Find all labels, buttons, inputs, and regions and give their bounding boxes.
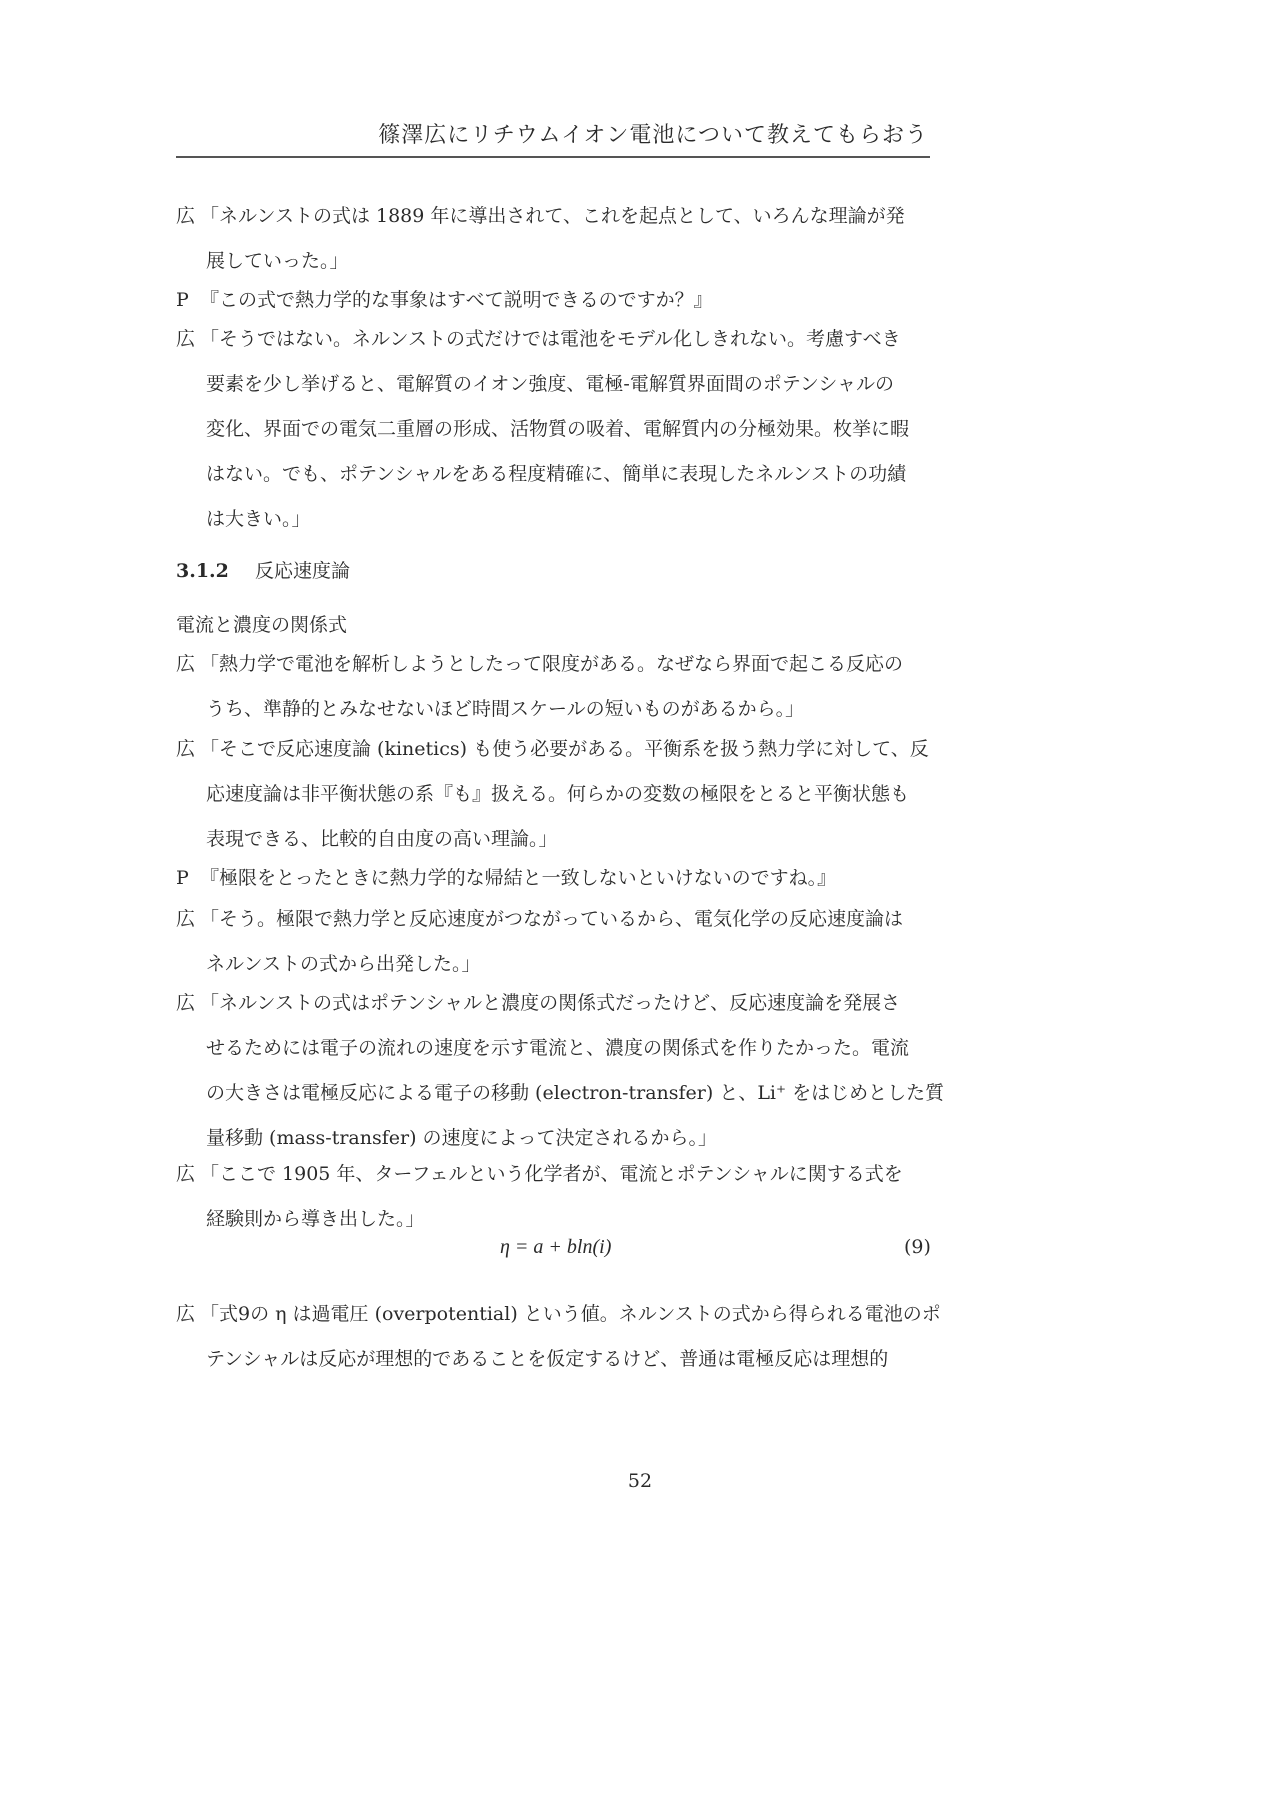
line-text: 要素を少し挙げると、電解質のイオン強度、電極-電解質界面間のポテンシャルの <box>206 373 895 395</box>
speaker-label: 広 <box>176 992 196 1014</box>
line-text: 応速度論は非平衡状態の系『も』扱える。何らかの変数の極限をとると平衡状態も <box>206 783 910 805</box>
paragraph-line <box>176 362 909 407</box>
paragraph-line <box>176 317 909 362</box>
paragraph-line <box>176 897 903 942</box>
speaker-label: 広 <box>176 205 196 227</box>
subheading: 電流と濃度の関係式 <box>176 614 348 636</box>
line-text: 『この式で熱力学的な事象はすべて説明できるのですか？』 <box>200 289 713 311</box>
speaker-label: 広 <box>176 653 196 675</box>
paragraph-line <box>176 407 909 452</box>
line-text: 『極限をとったときに熱力学的な帰結と一致しないといけないのですね。』 <box>200 867 837 889</box>
speaker-label: 広 <box>176 1163 196 1185</box>
equation-number: (9) <box>904 1236 931 1258</box>
dialogue-paragraph <box>176 897 903 987</box>
dialogue-paragraph <box>176 1292 941 1382</box>
page-number: 52 <box>627 1470 653 1492</box>
header-rule <box>176 156 930 158</box>
dialogue-paragraph <box>176 981 944 1161</box>
line-text: 「ここで 1905 年、ターフェルという化学者が、電流とポテンシャルに関する式を <box>200 1163 903 1185</box>
line-text: 量移動 (mass-transfer) の速度によって決定されるから。」 <box>206 1127 718 1149</box>
section-title: 反応速度論 <box>254 560 350 582</box>
line-text: 経験則から導き出した。」 <box>206 1208 425 1230</box>
paragraph-line <box>176 497 909 542</box>
line-text: 「そう。極限で熱力学と反応速度がつながっているから、電気化学の反応速度論は <box>200 908 904 930</box>
dialogue-paragraph <box>176 194 905 284</box>
speaker-label: 広 <box>176 328 196 350</box>
line-text: せるためには電子の流れの速度を示す電流と、濃度の関係式を作りたかった。電流 <box>206 1037 910 1059</box>
paragraph-line <box>176 452 909 497</box>
line-text: 変化、界面での電気二重層の形成、活物質の吸着、電解質内の分極効果。枚挙に暇 <box>206 418 910 440</box>
speaker-label: 広 <box>176 908 196 930</box>
running-header: 篠澤広にリチウムイオン電池について教えてもらおう <box>378 123 928 148</box>
paragraph-line <box>176 772 929 817</box>
speaker-label: P <box>176 867 189 889</box>
section-heading <box>176 556 350 583</box>
dialogue-paragraph <box>176 317 909 542</box>
equation: η = a + bln(i) <box>500 1236 612 1258</box>
line-text: 表現できる、比較的自由度の高い理論。」 <box>206 828 558 850</box>
paragraph-line <box>176 194 905 239</box>
paragraph-line <box>176 856 836 901</box>
paragraph-line <box>176 642 903 687</box>
line-text: 「熱力学で電池を解析しようとしたって限度がある。なぜなら界面で起こる反応の <box>200 653 904 675</box>
line-text: うち、準静的とみなせないほど時間スケールの短いものがあるから。」 <box>206 698 805 720</box>
section-number: 3.1.2 <box>176 560 229 582</box>
paragraph-line <box>176 1152 903 1197</box>
speaker-label: 広 <box>176 1303 196 1325</box>
line-text: 「式9の η は過電圧 (overpotential) という値。ネルンストの式から得られる電池のポ <box>200 1303 941 1325</box>
dialogue-paragraph <box>176 1152 903 1242</box>
paragraph-line <box>176 1071 944 1116</box>
line-text: の大きさは電極反応による電子の移動 (electron-transfer) と、Li⁺ をはじめとした質 <box>206 1082 945 1104</box>
dialogue-paragraph <box>176 856 836 901</box>
speaker-label: 広 <box>176 738 196 760</box>
dialogue-paragraph <box>176 727 929 862</box>
line-text: は大きい。」 <box>206 508 311 530</box>
dialogue-paragraph <box>176 642 903 732</box>
line-text: 「そこで反応速度論 (kinetics) も使う必要がある。平衡系を扱う熱力学に対して、反 <box>200 738 929 760</box>
paragraph-line <box>176 1337 941 1382</box>
line-text: ネルンストの式から出発した。」 <box>206 953 481 975</box>
line-text: 「ネルンストの式は 1889 年に導出されて、これを起点として、いろんな理論が発 <box>200 205 905 227</box>
paragraph-line <box>176 1292 941 1337</box>
paragraph-line <box>176 1026 944 1071</box>
paragraph-line <box>176 981 944 1026</box>
line-text: はない。でも、ポテンシャルをある程度精確に、簡単に表現したネルンストの功績 <box>206 463 907 485</box>
speaker-label: P <box>176 289 189 311</box>
line-text: 「そうではない。ネルンストの式だけでは電池をモデル化しきれない。考慮すべき <box>200 328 901 350</box>
line-text: 展していった。」 <box>206 250 349 272</box>
paragraph-line <box>176 687 903 732</box>
paragraph-line <box>176 727 929 772</box>
line-text: 「ネルンストの式はポテンシャルと濃度の関係式だったけど、反応速度論を発展さ <box>200 992 901 1014</box>
line-text: テンシャルは反応が理想的であることを仮定するけど、普通は電極反応は理想的 <box>206 1348 889 1370</box>
